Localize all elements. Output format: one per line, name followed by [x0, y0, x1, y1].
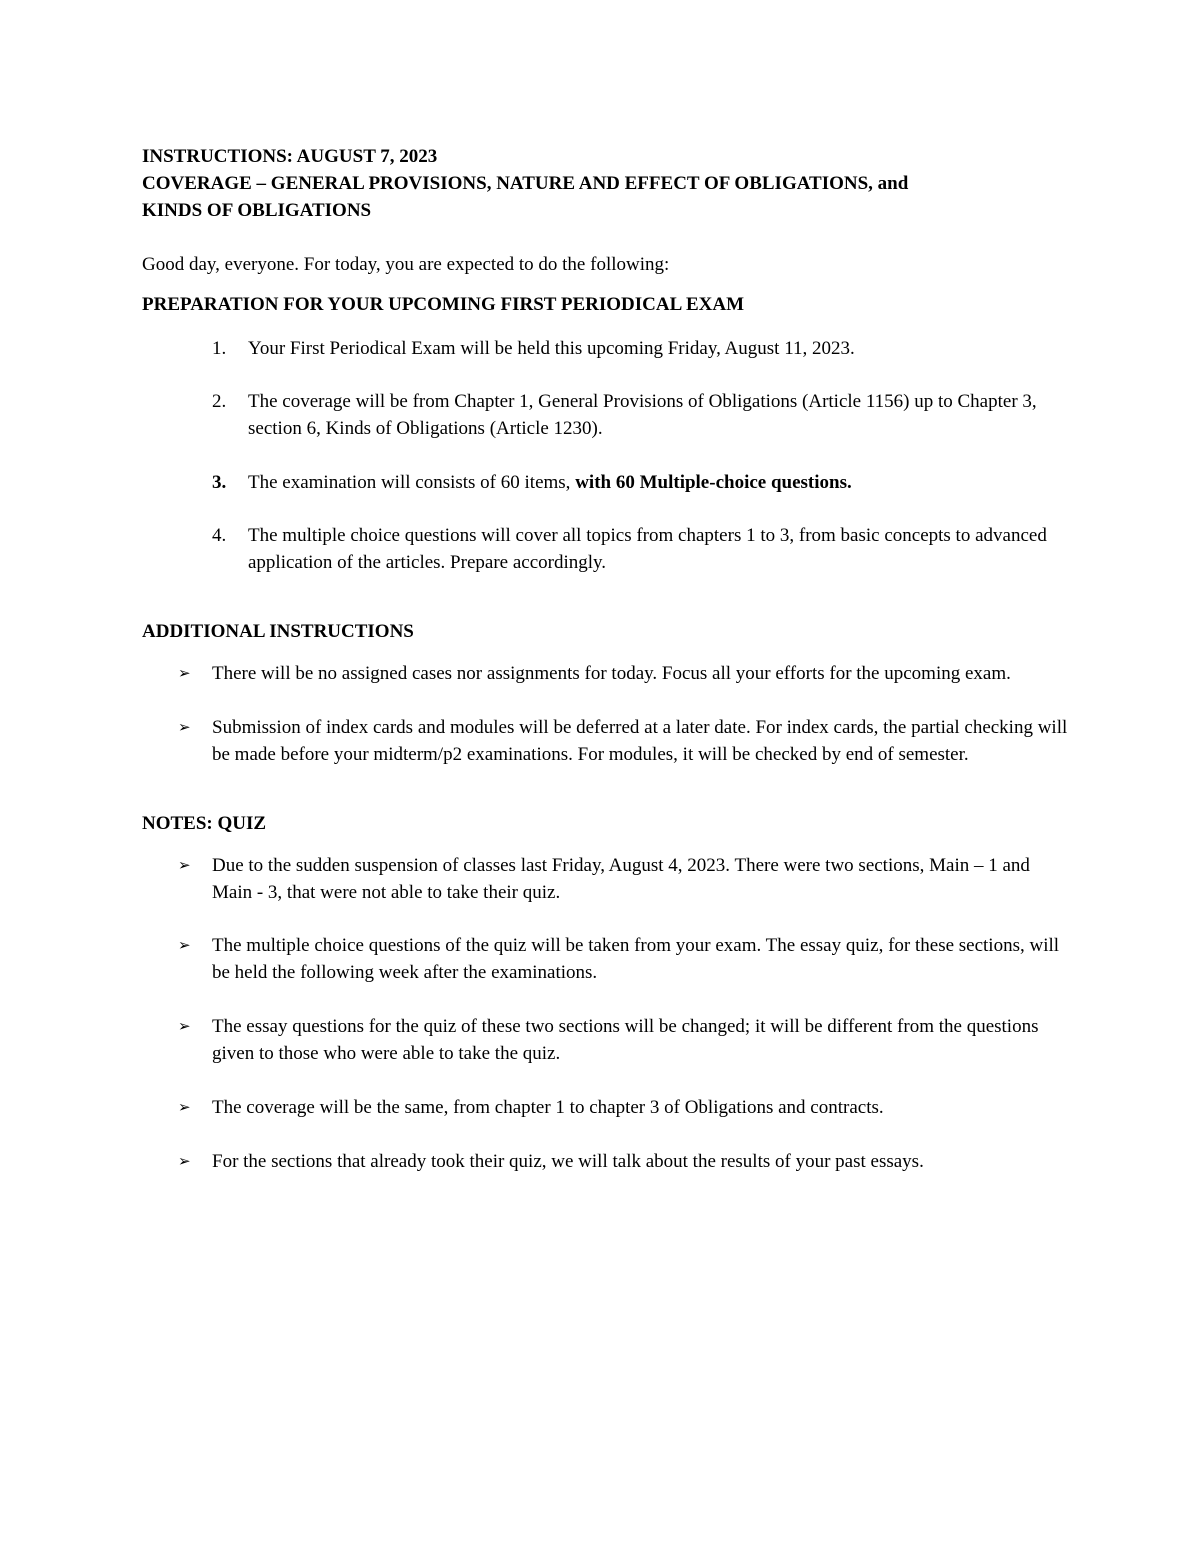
additional-section-title: ADDITIONAL INSTRUCTIONS: [142, 621, 414, 642]
arrowhead-bullet-icon: ➢: [178, 936, 191, 954]
header-title-line-2: COVERAGE – GENERAL PROVISIONS, NATURE AND EFFECT OF OBLIGATIONS, and: [142, 173, 909, 194]
item-text: The multiple choice questions of the quiz will be taken from your exam. The essay quiz, for these sections, will be held the following week after the examinations.: [212, 935, 1060, 983]
arrowhead-bullet-icon: ➢: [178, 856, 191, 874]
arrowhead-bullet-icon: ➢: [178, 1017, 191, 1035]
item-text: The multiple choice questions will cover all topics from chapters 1 to 3, from basic concepts to advanced application of the articles. Prepare accordingly.: [248, 525, 1047, 573]
arrowhead-bullet-icon: ➢: [178, 664, 191, 682]
arrowhead-bullet-icon: ➢: [178, 1152, 191, 1170]
item-text: Due to the sudden suspension of classes last Friday, August 4, 2023. There were two sections, Main – 1 and Main - 3, that were not able to take their quiz.: [212, 855, 1030, 903]
preparation-section-title: PREPARATION FOR YOUR UPCOMING FIRST PERIODICAL EXAM: [142, 294, 745, 315]
item-text: Submission of index cards and modules will be deferred at a later date. For index cards, the partial checking will be made before your midterm/p2 examinations. For modules, it will be checked by end of semester.: [212, 717, 1068, 765]
intro-paragraph: Good day, everyone. For today, you are expected to do the following:: [142, 254, 670, 275]
header-title-line-1: INSTRUCTIONS: AUGUST 7, 2023: [142, 146, 438, 167]
item-text-wrapper: [248, 469, 1068, 496]
item-text: There will be no assigned cases nor assignments for today. Focus all your efforts for the upcoming exam.: [212, 663, 1011, 684]
item-text: The coverage will be the same, from chapter 1 to chapter 3 of Obligations and contracts.: [212, 1097, 884, 1118]
item-text: The examination will consists of 60 items,: [248, 472, 576, 493]
item-number: 2.: [212, 391, 227, 412]
document-header: [142, 143, 1102, 224]
item-text-bold: with 60 Multiple-choice questions.: [575, 472, 852, 493]
header-title-line-3: KINDS OF OBLIGATIONS: [142, 200, 372, 221]
item-text: For the sections that already took their quiz, we will talk about the results of your past essays.: [212, 1151, 924, 1172]
item-number: 4.: [212, 525, 227, 546]
item-text: The coverage will be from Chapter 1, General Provisions of Obligations (Article 1156) up to Chapter 3, section 6, Kinds of Obligations (Article 1230).: [248, 391, 1037, 439]
arrowhead-bullet-icon: ➢: [178, 718, 191, 736]
item-text: Your First Periodical Exam will be held this upcoming Friday, August 11, 2023.: [248, 338, 855, 359]
arrowhead-bullet-icon: ➢: [178, 1098, 191, 1116]
item-number: 3.: [212, 472, 227, 493]
item-number: 1.: [212, 338, 227, 359]
item-text: The essay questions for the quiz of these two sections will be changed; it will be different from the questions given to those who were able to take the quiz.: [212, 1016, 1039, 1064]
notes-section-title: NOTES: QUIZ: [142, 813, 267, 834]
